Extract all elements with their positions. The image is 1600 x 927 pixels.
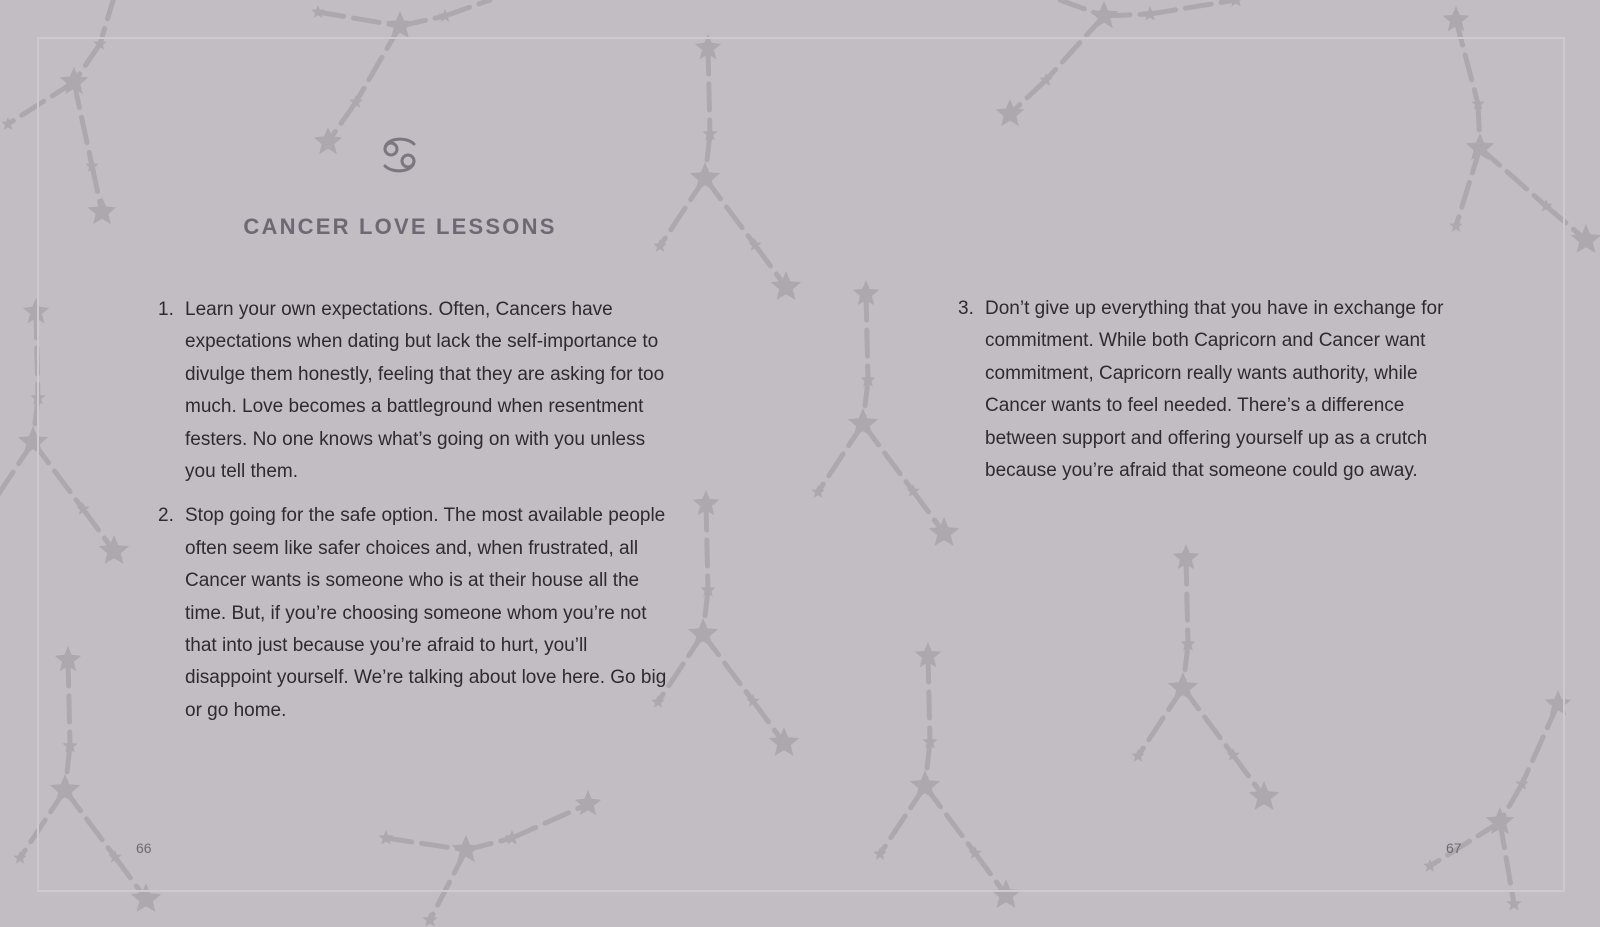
star-shape	[438, 9, 451, 22]
list-item	[158, 500, 678, 727]
lesson-number: 2.	[158, 505, 174, 527]
list-item	[158, 294, 678, 488]
lesson-text: Don’t give up everything that you have in exchange for commitment. While both Capricorn and Cancer want commitment, Capricorn really wants authority, while Cancer wants to feel needed. There’s a difference between support and offering yourself up as a crutch because you’re afraid that someone could go away.	[985, 298, 1444, 482]
constellation-line	[1150, 0, 1236, 14]
constellation-line	[318, 12, 400, 26]
star-shape	[311, 5, 324, 18]
lesson-number: 3.	[958, 298, 974, 319]
lesson-number: 1.	[158, 299, 174, 320]
cancer-sign-icon	[374, 130, 426, 182]
star-shape	[386, 11, 415, 38]
star-shape	[1142, 6, 1157, 21]
page-title: CANCER LOVE LESSONS	[243, 214, 557, 239]
lessons-list-right	[958, 293, 1458, 499]
lessons-list-left	[158, 294, 678, 739]
list-item	[958, 293, 1458, 487]
page-number-left: 66	[136, 840, 152, 856]
constellation-line	[445, 0, 490, 16]
page-number-right: 67	[1446, 840, 1462, 856]
lesson-text: Learn your own expectations. Often, Cancers have expectations when dating but lack the self-importance to divulge them honestly, feeling that they are asking for too much. Love becomes a battleground when resentment festers. No one knows what’s going on with you unless you tell them.	[185, 299, 665, 483]
star-shape	[1506, 896, 1521, 911]
lesson-text: Stop going for the safe option. The most available people often seem like safer choices and, when frustrated, all Cancer wants is someone who is at their house all the time. But, if you’re choosing someone whom you’re not that into just because you’re afraid to hurt, you’ll disappoint yourself. We’re talking about love here. Go big or go home.	[185, 505, 667, 721]
